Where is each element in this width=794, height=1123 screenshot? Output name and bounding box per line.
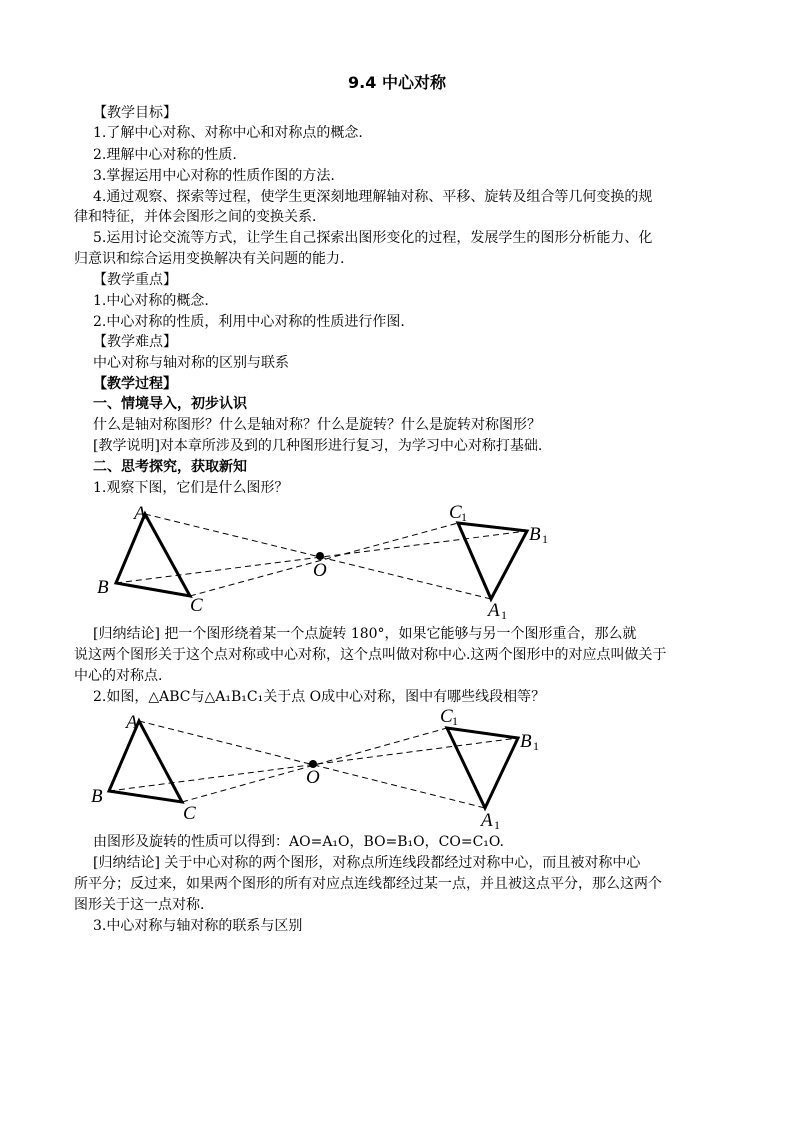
label-c1-sub: 1 bbox=[461, 510, 467, 524]
goal-item: 4.通过观察、探索等过程，使学生更深刻地理解轴对称、平移、旋转及组合等几何变换的规 bbox=[93, 189, 653, 205]
result-text: 由图形及旋转的性质可以得到：AO=A₁O，BO=B₁O，CO=C₁O. bbox=[93, 834, 505, 850]
part2-heading: 二、思考探究，获取新知 bbox=[93, 459, 247, 475]
goal-item: 3.掌握运用中心对称的性质作图的方法. bbox=[93, 168, 335, 184]
question-3: 3.中心对称与轴对称的联系与区别 bbox=[93, 918, 303, 934]
conclusion-2: 所平分；反过来，如果两个图形的所有对应点连线都经过某一点，并且被这点平分，那么这两个 bbox=[74, 876, 662, 892]
key-heading: 【教学重点】 bbox=[93, 272, 177, 288]
label-a1-sub: 1 bbox=[501, 608, 507, 622]
label-a: A bbox=[134, 503, 146, 524]
label-c1: C bbox=[449, 502, 462, 523]
difficulty-heading: 【教学难点】 bbox=[93, 334, 177, 350]
goal-item: 律和特征，并体会图形之间的变换关系. bbox=[74, 209, 317, 225]
question-1: 1.观察下图，它们是什么图形？ bbox=[93, 480, 289, 496]
conclusion-2: [归纳结论] 关于中心对称的两个图形，对称点所连线段都经过对称中心，而且被对称中心 bbox=[93, 855, 641, 871]
goal-item: 1.了解中心对称、对称中心和对称点的概念. bbox=[93, 125, 363, 141]
label-b: B bbox=[91, 786, 103, 807]
label-a: A bbox=[126, 712, 138, 733]
label-b1-sub: 1 bbox=[542, 532, 548, 546]
part1-note: [教学说明]对本章所涉及到的几种图形进行复习，为学习中心对称打基础. bbox=[93, 438, 543, 454]
label-o: O bbox=[313, 560, 327, 581]
part1-question: 什么是轴对称图形？什么是轴对称？什么是旋转？什么是旋转对称图形？ bbox=[93, 417, 541, 433]
goal-item: 归意识和综合运用变换解决有关问题的能力. bbox=[74, 251, 345, 267]
label-c: C bbox=[183, 803, 196, 824]
label-o: O bbox=[306, 767, 320, 788]
conclusion-1: 中心的对称点. bbox=[74, 668, 163, 684]
goal-item: 5.运用讨论交流等方式，让学生自己探索出图形变化的过程，发展学生的图形分析能力、化 bbox=[93, 230, 653, 246]
goal-item: 2.理解中心对称的性质. bbox=[93, 147, 237, 163]
label-b1: B bbox=[529, 524, 541, 545]
key-item: 1.中心对称的概念. bbox=[93, 293, 209, 309]
label-c1-sub: 1 bbox=[452, 714, 458, 728]
part1-heading: 一、情境导入，初步认识 bbox=[93, 396, 247, 412]
goals-heading: 【教学目标】 bbox=[93, 105, 177, 121]
label-b1: B bbox=[520, 731, 532, 752]
conclusion-1: [归纳结论] 把一个图形绕着某一个点旋转 180°，如果它能够与另一个图形重合，那么就 bbox=[93, 626, 637, 642]
triangle-a1b1c1 bbox=[447, 728, 518, 808]
label-a1: A bbox=[481, 810, 493, 831]
label-c: C bbox=[190, 595, 203, 616]
label-b: B bbox=[97, 577, 109, 598]
label-a1-sub: 1 bbox=[494, 818, 500, 832]
label-c1: C bbox=[440, 706, 453, 727]
label-a1: A bbox=[488, 600, 500, 621]
question-2: 2.如图，△ABC与△A₁B₁C₁关于点 O成中心对称，图中有哪些线段相等？ bbox=[93, 689, 546, 705]
process-heading: 【教学过程】 bbox=[93, 376, 177, 392]
key-item: 2.中心对称的性质，利用中心对称的性质进行作图. bbox=[93, 314, 405, 330]
label-b1-sub: 1 bbox=[533, 739, 539, 753]
conclusion-1: 说这两个图形关于这个点对称或中心对称，这个点叫做对称中心.这两个图形中的对应点叫做关于 bbox=[74, 647, 667, 663]
conclusion-2: 图形关于这一点对称. bbox=[74, 897, 205, 913]
page-title: 9.4 中心对称 bbox=[348, 73, 446, 92]
difficulty-text: 中心对称与轴对称的区别与联系 bbox=[93, 355, 289, 371]
